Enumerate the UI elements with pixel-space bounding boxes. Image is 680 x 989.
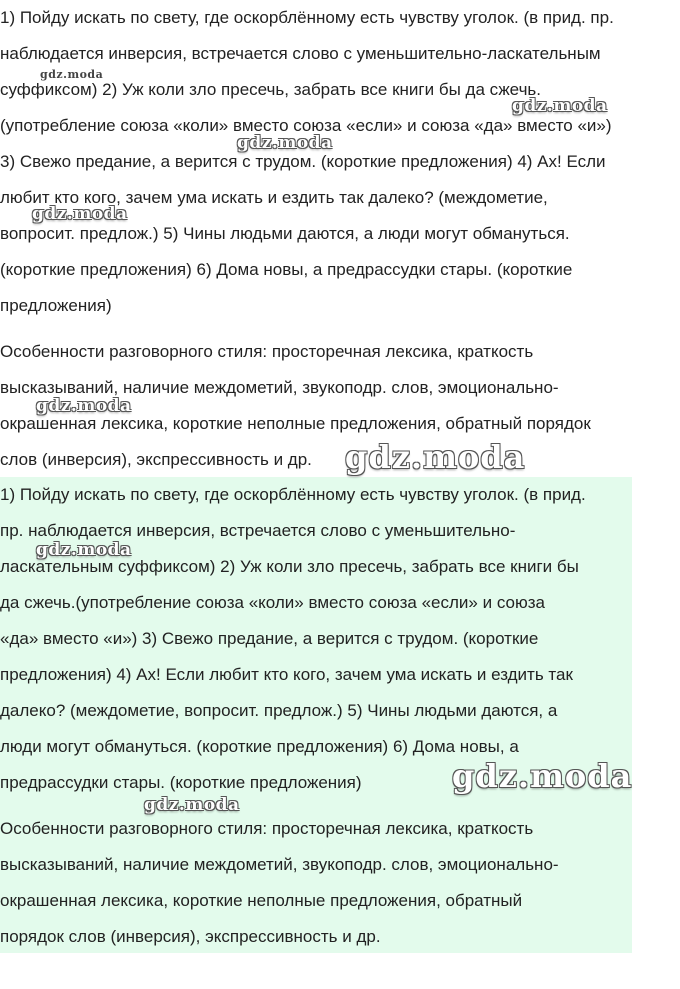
watermark: gdz.moda	[345, 438, 526, 476]
text-line: любит кто кого, зачем ума искать и ездить так далеко? (междометие,	[0, 188, 548, 207]
watermark: gdz.moda	[452, 757, 633, 795]
watermark: gdz.moda	[144, 795, 240, 815]
text-line: вопросит. предлож.) 5) Чины людьми даются, а люди могут обмануться.	[0, 224, 570, 243]
text-line: высказываний, наличие междометий, звукоподр. слов, эмоционально-	[0, 378, 559, 397]
text-line: (употребление союза «коли» вместо союза «если» и союза «да» вместо «и»)	[0, 116, 612, 135]
text-line: 3) Свежо предание, а верится с трудом. (короткие предложения) 4) Ах! Если	[0, 152, 606, 171]
text-line: порядок слов (инверсия), экспрессивность и др.	[0, 927, 381, 946]
text-line: «да» вместо «и») 3) Свежо предание, а верится с трудом. (короткие	[0, 629, 539, 648]
text-line: да сжечь.(употребление союза «коли» вместо союза «если» и союза	[0, 593, 545, 612]
text-line: ласкательным суффиксом) 2) Уж коли зло пресечь, забрать все книги бы	[0, 557, 579, 576]
watermark: gdz.moda	[40, 68, 104, 81]
text-line: окрашенная лексика, короткие неполные предложения, обратный	[0, 891, 523, 910]
text-line: окрашенная лексика, короткие неполные предложения, обратный порядок	[0, 414, 591, 433]
watermark: gdz.moda	[32, 204, 128, 224]
text-line: предложения) 4) Ах! Если любит кто кого, зачем ума искать и ездить так	[0, 665, 573, 684]
text-line: предложения)	[0, 296, 112, 315]
text-line: пр. наблюдается инверсия, встречается слово с уменьшительно-	[0, 521, 516, 540]
text-line: 1) Пойду искать по свету, где оскорблённому есть чувству уголок. (в прид.	[0, 485, 586, 504]
watermark: gdz.moda	[512, 96, 608, 116]
text-line: Особенности разговорного стиля: просторечная лексика, краткость	[0, 819, 534, 838]
text-line: далеко? (междометие, вопросит. предлож.) 5) Чины людьми даются, а	[0, 701, 558, 720]
answer-paragraph-1	[0, 0, 614, 324]
answer-paragraph-4	[0, 811, 559, 955]
text-line: Особенности разговорного стиля: просторечная лексика, краткость	[0, 342, 534, 361]
text-line: (короткие предложения) 6) Дома новы, а предрассудки стары. (короткие	[0, 260, 573, 279]
answer-paragraph-3	[0, 477, 586, 801]
text-line: предрассудки стары. (короткие предложения)	[0, 773, 362, 792]
text-line: 1) Пойду искать по свету, где оскорблённому есть чувству уголок. (в прид. пр.	[0, 8, 614, 27]
text-line: суффиксом) 2) Уж коли зло пресечь, забрать все книги бы да сжечь.	[0, 80, 542, 99]
watermark: gdz.moda	[237, 133, 333, 153]
watermark: gdz.moda	[36, 540, 132, 560]
watermark: gdz.moda	[36, 396, 132, 416]
text-line: наблюдается инверсия, встречается слово с уменьшительно-ласкательным	[0, 44, 601, 63]
text-line: высказываний, наличие междометий, звукоподр. слов, эмоционально-	[0, 855, 559, 874]
text-line: люди могут обмануться. (короткие предложения) 6) Дома новы, а	[0, 737, 519, 756]
text-line: слов (инверсия), экспрессивность и др.	[0, 450, 312, 469]
